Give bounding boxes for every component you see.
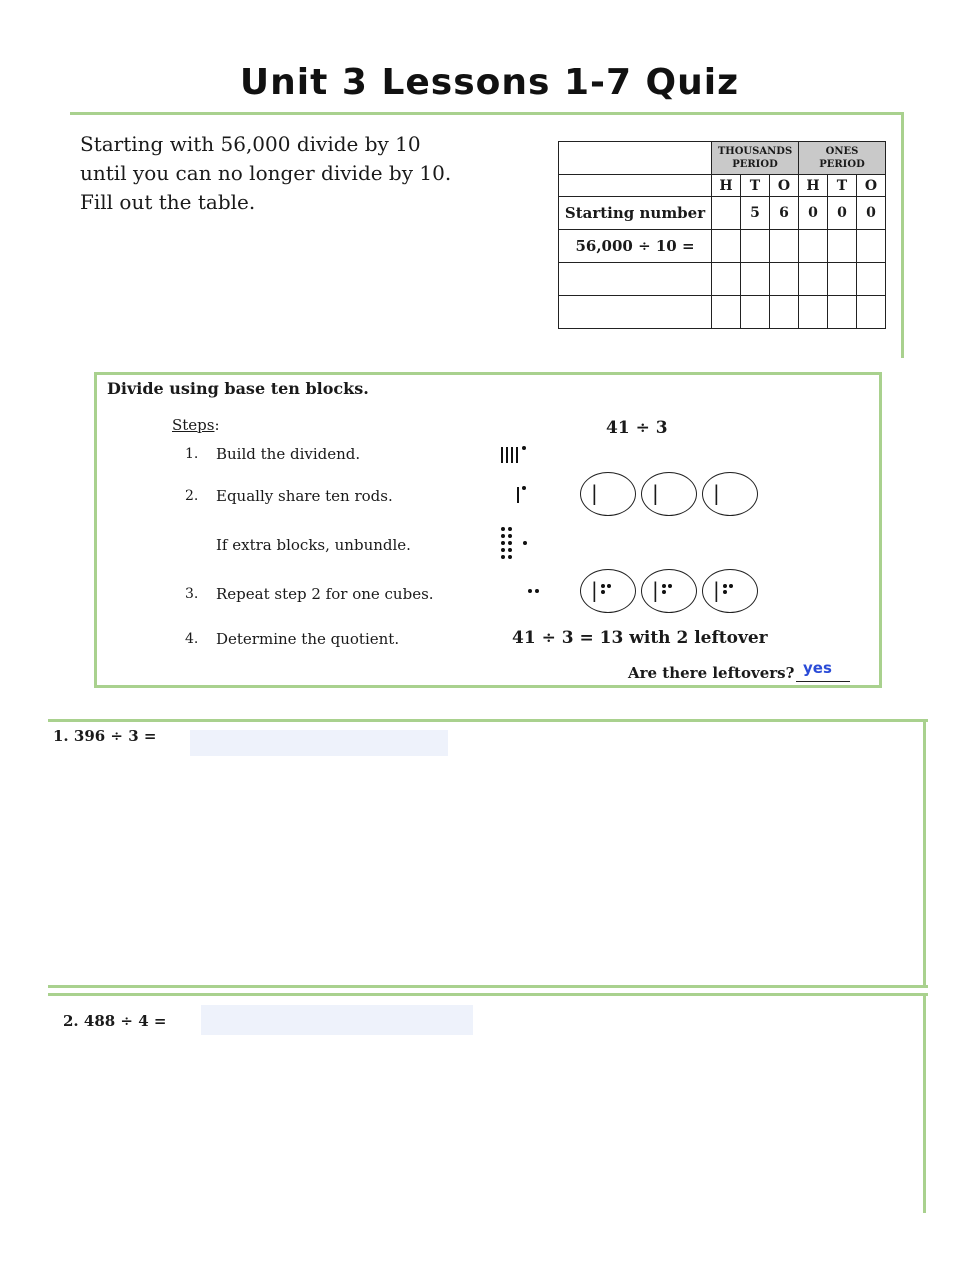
question-1-top-border [48,719,928,722]
table-blank-cell [559,175,712,197]
question-2-label: 2. 488 ÷ 4 = [63,1012,167,1030]
leftover-question: Are there leftovers? [628,664,795,682]
table-row [559,296,886,329]
instructions-line-2: until you can no longer divide by 10. [80,161,452,185]
question-2-right-border [923,993,926,1213]
remaining-rod-drawing [516,486,536,506]
step-number: 1. [185,446,199,462]
group-oval: | [580,569,636,613]
column-header: H [712,175,741,197]
thousands-period-header: THOUSANDS PERIOD [712,142,799,175]
table-cell[interactable]: 5 [741,197,770,230]
step-text: Build the dividend. [216,445,361,463]
column-header: T [741,175,770,197]
question-2-answer-field[interactable] [201,1005,473,1035]
table-cell[interactable] [799,230,828,263]
instructions-line-1: Starting with 56,000 divide by 10 [80,132,421,156]
question-1-bottom-border [48,985,928,988]
section-1-top-border [70,112,904,115]
column-header: T [828,175,857,197]
table-cell[interactable] [828,230,857,263]
step-text: If extra blocks, unbundle. [216,536,411,554]
group-oval: | [702,472,758,516]
table-cell[interactable]: 0 [828,197,857,230]
table-cell[interactable] [741,230,770,263]
leftover-answer[interactable]: yes [803,659,832,677]
step-text: Equally share ten rods. [216,487,393,505]
table-cell[interactable] [828,296,857,329]
group-oval: | [702,569,758,613]
table-cell[interactable] [857,263,886,296]
column-header: O [857,175,886,197]
row-label: Starting number [559,197,712,230]
row-label[interactable] [559,263,712,296]
group-cubes [662,584,676,596]
column-header: H [799,175,828,197]
leftover-cubes-drawing [528,588,544,596]
leftover-answer-line [796,681,850,682]
table-cell[interactable] [799,263,828,296]
table-cell[interactable] [857,230,886,263]
unbundled-cubes-drawing [500,526,532,564]
table-cell[interactable] [770,296,799,329]
group-oval: | [641,569,697,613]
table-cell[interactable]: 0 [857,197,886,230]
question-1-label: 1. 396 ÷ 3 = [53,727,157,745]
table-cell[interactable]: 0 [799,197,828,230]
steps-label: Steps: [172,416,220,434]
question-1-right-border [923,719,926,987]
step-number: 2. [185,488,199,504]
table-cell[interactable]: 6 [770,197,799,230]
table-corner-cell [559,142,712,175]
table-cell[interactable] [799,296,828,329]
table-row [559,230,886,263]
table-row [559,263,886,296]
table-cell[interactable] [712,197,741,230]
dividend-blocks-drawing [500,446,540,466]
question-1-answer-field[interactable] [190,730,448,756]
example-problem: 41 ÷ 3 [606,418,668,438]
base-ten-heading: Divide using base ten blocks. [107,379,369,398]
step-number: 4. [185,631,199,647]
table-cell[interactable] [857,296,886,329]
instructions-line-3: Fill out the table. [80,190,256,214]
group-oval: | [641,472,697,516]
table-row [559,197,886,230]
table-cell[interactable] [712,296,741,329]
question-2-top-border [48,993,928,996]
step-number: 3. [185,586,199,602]
instructions [80,130,520,217]
table-cell[interactable] [741,296,770,329]
ones-period-header: ONES PERIOD [799,142,886,175]
step-text: Determine the quotient. [216,630,400,648]
group-cubes [601,584,615,596]
table-cell[interactable] [712,230,741,263]
row-label: 56,000 ÷ 10 = [559,230,712,263]
row-label[interactable] [559,296,712,329]
group-oval: | [580,472,636,516]
step-text: Repeat step 2 for one cubes. [216,585,434,603]
quotient-result: 41 ÷ 3 = 13 with 2 leftover [512,628,768,648]
table-cell[interactable] [770,263,799,296]
table-cell[interactable] [741,263,770,296]
table-cell[interactable] [828,263,857,296]
page-title: Unit 3 Lessons 1-7 Quiz [239,62,740,103]
table-cell[interactable] [770,230,799,263]
column-header: O [770,175,799,197]
table-cell[interactable] [712,263,741,296]
place-value-table [558,141,886,329]
section-1-right-border [901,112,904,358]
group-cubes [723,584,737,596]
